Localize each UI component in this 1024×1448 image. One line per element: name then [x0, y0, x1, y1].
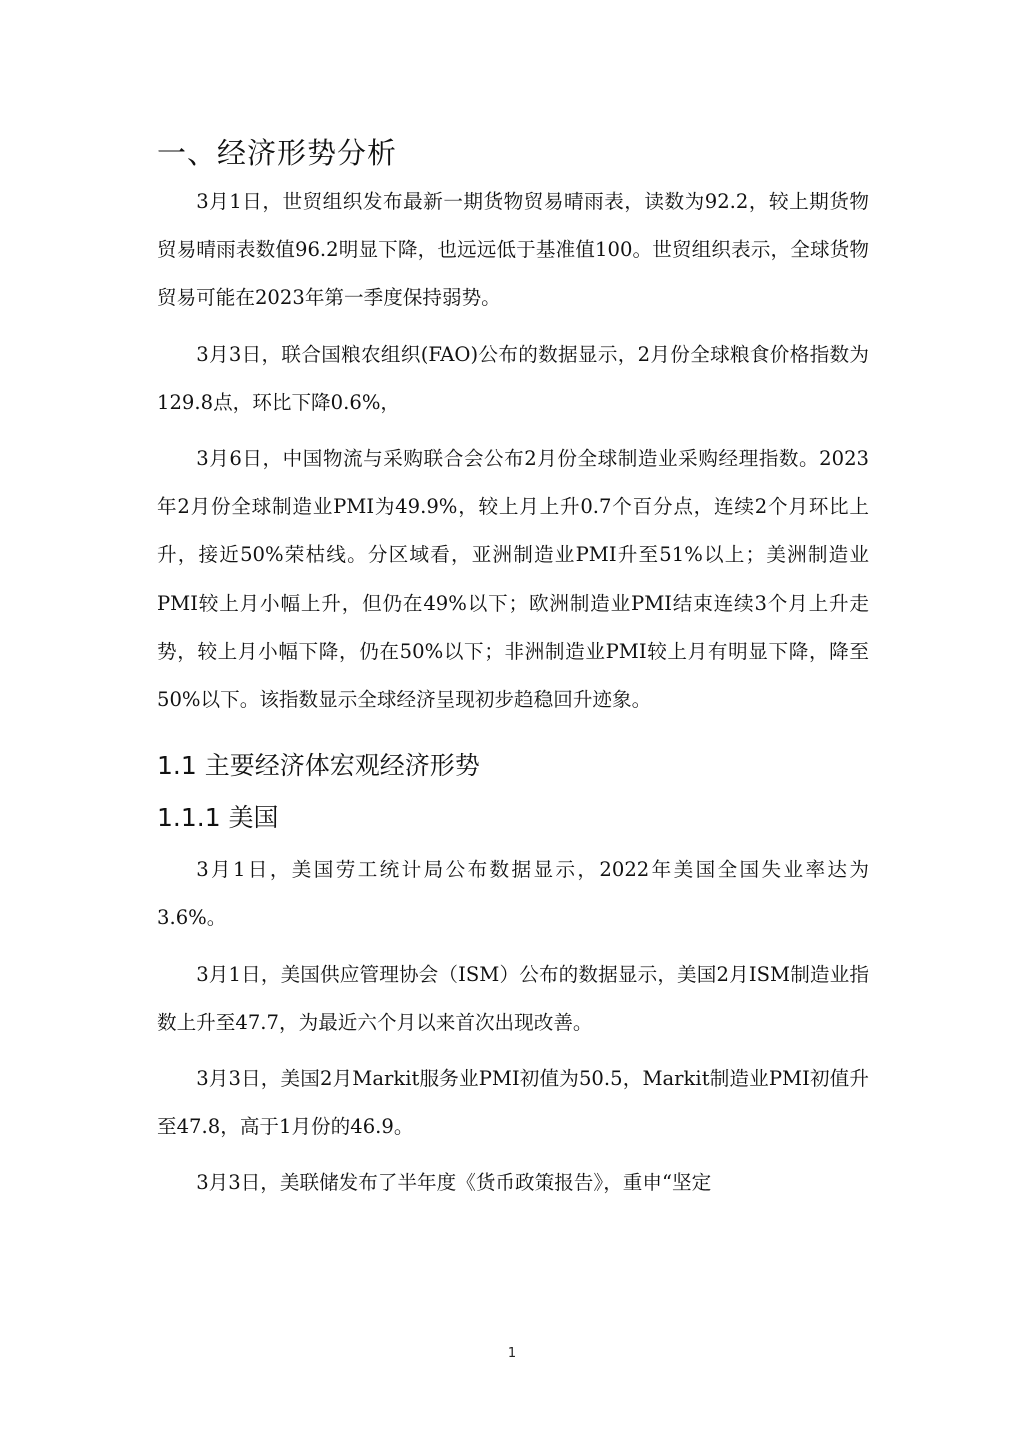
section-heading: 一、经济形势分析 [157, 136, 398, 170]
subsection-heading: 1.1 主要经济体宏观经济形势 [157, 751, 480, 781]
paragraph-fed-report: 3月3日，美联储发布了半年度《货币政策报告》，重申“坚定 [196, 1171, 712, 1195]
paragraph-us-markit-pmi: 3月3日，美国2月Markit服务业PMI初值为50.5，Markit制造业PMI初值升至47.8，高于1月份的46.9。 [157, 1067, 869, 1139]
document-body [157, 128, 869, 1216]
paragraph-us-unemployment: 3月1日，美国劳工统计局公布数据显示，2022年美国全国失业率达为3.6%。 [157, 858, 869, 930]
subsubsection-heading: 1.1.1 美国 [157, 803, 279, 833]
paragraph-fao-food-index: 3月3日，联合国粮农组织(FAO)公布的数据显示，2月份全球粮食价格指数为129.8点，环比下降0.6%， [157, 342, 869, 414]
paragraph-us-ism: 3月1日，美国供应管理协会（ISM）公布的数据显示，美国2月ISM制造业指数上升至47.7，为最近六个月以来首次出现改善。 [157, 962, 869, 1034]
paragraph-global-pmi: 3月6日，中国物流与采购联合会公布2月份全球制造业采购经理指数。2023年2月份全球制造业PMI为49.9%，较上月上升0.7个百分点，连续2个月环比上升，接近50%荣枯线。分区域看，亚洲制造业PMI升至51%以上；美洲制造业PMI较上月小幅上升，但仍在49%以下；欧洲制造业PMI结束连续3个月上升走势，较上月小幅下降，仍在50%以下；非洲制造业PMI较上月有明显下降，降至50%以下。该指数显示全球经济呈现初步趋稳回升迹象。 [157, 447, 869, 712]
paragraph-wto-barometer: 3月1日，世贸组织发布最新一期货物贸易晴雨表，读数为92.2，较上期货物贸易晴雨表数值96.2明显下降，也远远低于基准值100。世贸组织表示，全球货物贸易可能在2023年第一季度保持弱势。 [157, 190, 869, 310]
page-number: 1 [507, 1346, 517, 1361]
